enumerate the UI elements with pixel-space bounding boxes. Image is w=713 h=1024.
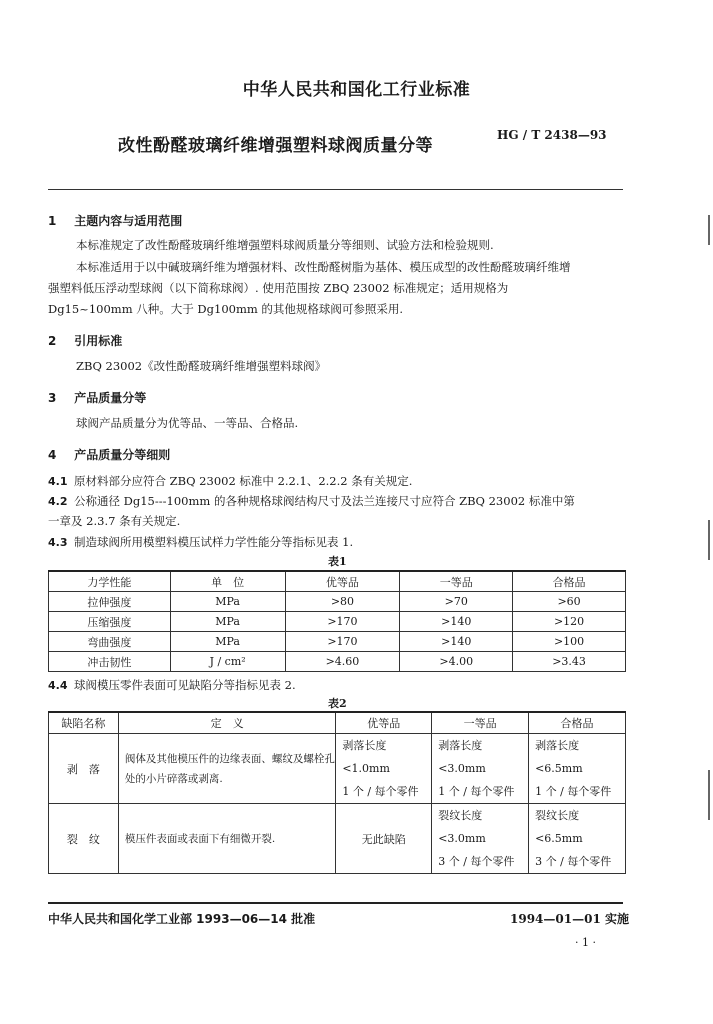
section-title: 产品质量分等细则 xyxy=(74,448,171,462)
table-cell: 无此缺陷 xyxy=(336,804,432,874)
column-header: 一等品 xyxy=(400,571,513,592)
section-title: 产品质量分等 xyxy=(74,391,147,405)
scan-edge-mark xyxy=(708,770,710,820)
table-cell: >170 xyxy=(285,612,400,632)
column-header: 优等品 xyxy=(285,571,400,592)
clause-number: 4.4 xyxy=(48,679,68,692)
table-cell: J / cm² xyxy=(170,652,285,672)
standard-number: HG / T 2438—93 xyxy=(497,128,607,142)
page-number: · 1 · xyxy=(575,936,596,949)
table-1-caption: 表1 xyxy=(328,555,347,568)
column-header: 一等品 xyxy=(432,712,529,734)
table-row xyxy=(49,612,626,632)
table-2-caption: 表2 xyxy=(328,697,347,710)
table-cell: >100 xyxy=(513,632,626,652)
table-cell: 弯曲强度 xyxy=(49,632,171,652)
section-title: 引用标准 xyxy=(74,334,123,348)
table-header-row xyxy=(49,712,626,734)
table-cell: MPa xyxy=(170,592,285,612)
cell-line: 裂纹长度 xyxy=(438,809,483,822)
table-cell: >120 xyxy=(513,612,626,632)
table-cell xyxy=(336,734,432,804)
table-row xyxy=(49,804,626,874)
paragraph: 本标准规定了改性酚醛玻璃纤维增强塑料球阀质量分等细则、试验方法和检验规则. xyxy=(76,238,494,252)
cell-line: <6.5mm xyxy=(535,832,583,845)
clause-number: 4.2 xyxy=(48,495,68,508)
paragraph: Dg15~100mm 八种。大于 Dg100mm 的其他规格球阀可参照采用. xyxy=(48,302,404,316)
clause-4-1 xyxy=(48,471,628,492)
approval-note: 中华人民共和国化学工业部 1993—06—14 批准 xyxy=(48,912,316,926)
table-row xyxy=(49,632,626,652)
table-cell: >140 xyxy=(400,632,513,652)
scan-edge-mark xyxy=(708,520,710,560)
table-cell: 冲击韧性 xyxy=(49,652,171,672)
column-header: 力学性能 xyxy=(49,571,171,592)
clause-number: 4.3 xyxy=(48,536,68,549)
cell-line: 裂纹长度 xyxy=(535,809,580,822)
section-number: 3 xyxy=(48,391,57,405)
table-cell: >4.00 xyxy=(400,652,513,672)
clause-4-3 xyxy=(48,532,628,553)
table-cell: >3.43 xyxy=(513,652,626,672)
mechanical-properties-table xyxy=(48,570,626,672)
column-header: 优等品 xyxy=(336,712,432,734)
column-header: 定 义 xyxy=(118,712,335,734)
standard-organization: 中华人民共和国化工行业标准 xyxy=(242,80,471,100)
cell-line: <6.5mm xyxy=(535,762,583,775)
section-1-heading xyxy=(48,212,182,229)
cell-line: 剥落长度 xyxy=(535,739,580,752)
clause-4-4 xyxy=(48,675,628,696)
cell-line: 3 个 / 每个零件 xyxy=(438,855,515,868)
section-number: 2 xyxy=(48,334,57,348)
section-number: 4 xyxy=(48,448,57,462)
paragraph: 球阀产品质量分为优等品、一等品、合格品. xyxy=(76,416,299,430)
table-cell: >70 xyxy=(400,592,513,612)
section-number: 1 xyxy=(48,214,57,228)
table-cell xyxy=(529,734,626,804)
document-title: 改性酚醛玻璃纤维增强塑料球阀质量分等 xyxy=(118,136,433,156)
cell-line: 剥落长度 xyxy=(342,739,387,752)
clause-text: 公称通径 Dg15---100mm 的各种规格球阀结构尺寸及法兰连接尺寸应符合 ZBQ 23002 标准中第 xyxy=(74,494,575,508)
defect-name: 裂 纹 xyxy=(49,804,119,874)
defect-name: 剥 落 xyxy=(49,734,119,804)
table-cell: >60 xyxy=(513,592,626,612)
cell-line: 1 个 / 每个零件 xyxy=(438,785,515,798)
cell-line: 3 个 / 每个零件 xyxy=(535,855,612,868)
paragraph: 强塑料低压浮动型球阀（以下简称球阀）. 使用范围按 ZBQ 23002 标准规定；适用规格为 xyxy=(48,281,509,295)
section-4-heading xyxy=(48,446,170,463)
cell-line: 剥落长度 xyxy=(438,739,483,752)
table-header-row xyxy=(49,571,626,592)
table-cell xyxy=(432,804,529,874)
table-cell: >170 xyxy=(285,632,400,652)
table-cell: 压缩强度 xyxy=(49,612,171,632)
column-header: 合格品 xyxy=(513,571,626,592)
column-header: 单 位 xyxy=(170,571,285,592)
footer-divider xyxy=(48,902,623,904)
clause-4-2 xyxy=(48,491,628,512)
table-cell: MPa xyxy=(170,612,285,632)
table-cell xyxy=(432,734,529,804)
scan-edge-mark xyxy=(708,215,710,245)
clause-text: 原材料部分应符合 ZBQ 23002 标准中 2.2.1、2.2.2 条有关规定. xyxy=(74,474,413,488)
surface-defects-table xyxy=(48,711,626,874)
clause-text: 制造球阀所用模塑料模压试样力学性能分等指标见表 1. xyxy=(74,535,354,549)
clause-number: 4.1 xyxy=(48,475,68,488)
defect-definition: 阀体及其他模压件的边缘表面、螺纹及螺栓孔处的小片碎落或剥离. xyxy=(118,734,335,804)
paragraph: ZBQ 23002《改性酚醛玻璃纤维增强塑料球阀》 xyxy=(76,359,327,373)
table-row xyxy=(49,592,626,612)
clause-4-2-cont: 一章及 2.3.7 条有关规定. xyxy=(48,514,181,528)
table-cell: >140 xyxy=(400,612,513,632)
cell-line: 1 个 / 每个零件 xyxy=(342,785,419,798)
defect-definition: 模压件表面或表面下有细微开裂. xyxy=(118,804,335,874)
paragraph: 本标准适用于以中碱玻璃纤维为增强材料、改性酚醛树脂为基体、模压成型的改性酚醛玻璃纤维增 xyxy=(76,260,571,274)
table-cell xyxy=(529,804,626,874)
column-header: 合格品 xyxy=(529,712,626,734)
table-cell: >4.60 xyxy=(285,652,400,672)
section-3-heading xyxy=(48,389,146,406)
header-divider xyxy=(48,189,623,190)
cell-line: <3.0mm xyxy=(438,832,486,845)
cell-line: <3.0mm xyxy=(438,762,486,775)
table-row xyxy=(49,734,626,804)
table-cell: MPa xyxy=(170,632,285,652)
column-header: 缺陷名称 xyxy=(49,712,119,734)
table-cell: 拉伸强度 xyxy=(49,592,171,612)
cell-line: 1 个 / 每个零件 xyxy=(535,785,612,798)
section-2-heading xyxy=(48,332,122,349)
table-row xyxy=(49,652,626,672)
section-title: 主题内容与适用范围 xyxy=(74,214,183,228)
effective-date: 1994—01—01 实施 xyxy=(510,912,629,926)
cell-line: <1.0mm xyxy=(342,762,390,775)
table-cell: >80 xyxy=(285,592,400,612)
clause-text: 球阀模压零件表面可见缺陷分等指标见表 2. xyxy=(74,678,296,692)
